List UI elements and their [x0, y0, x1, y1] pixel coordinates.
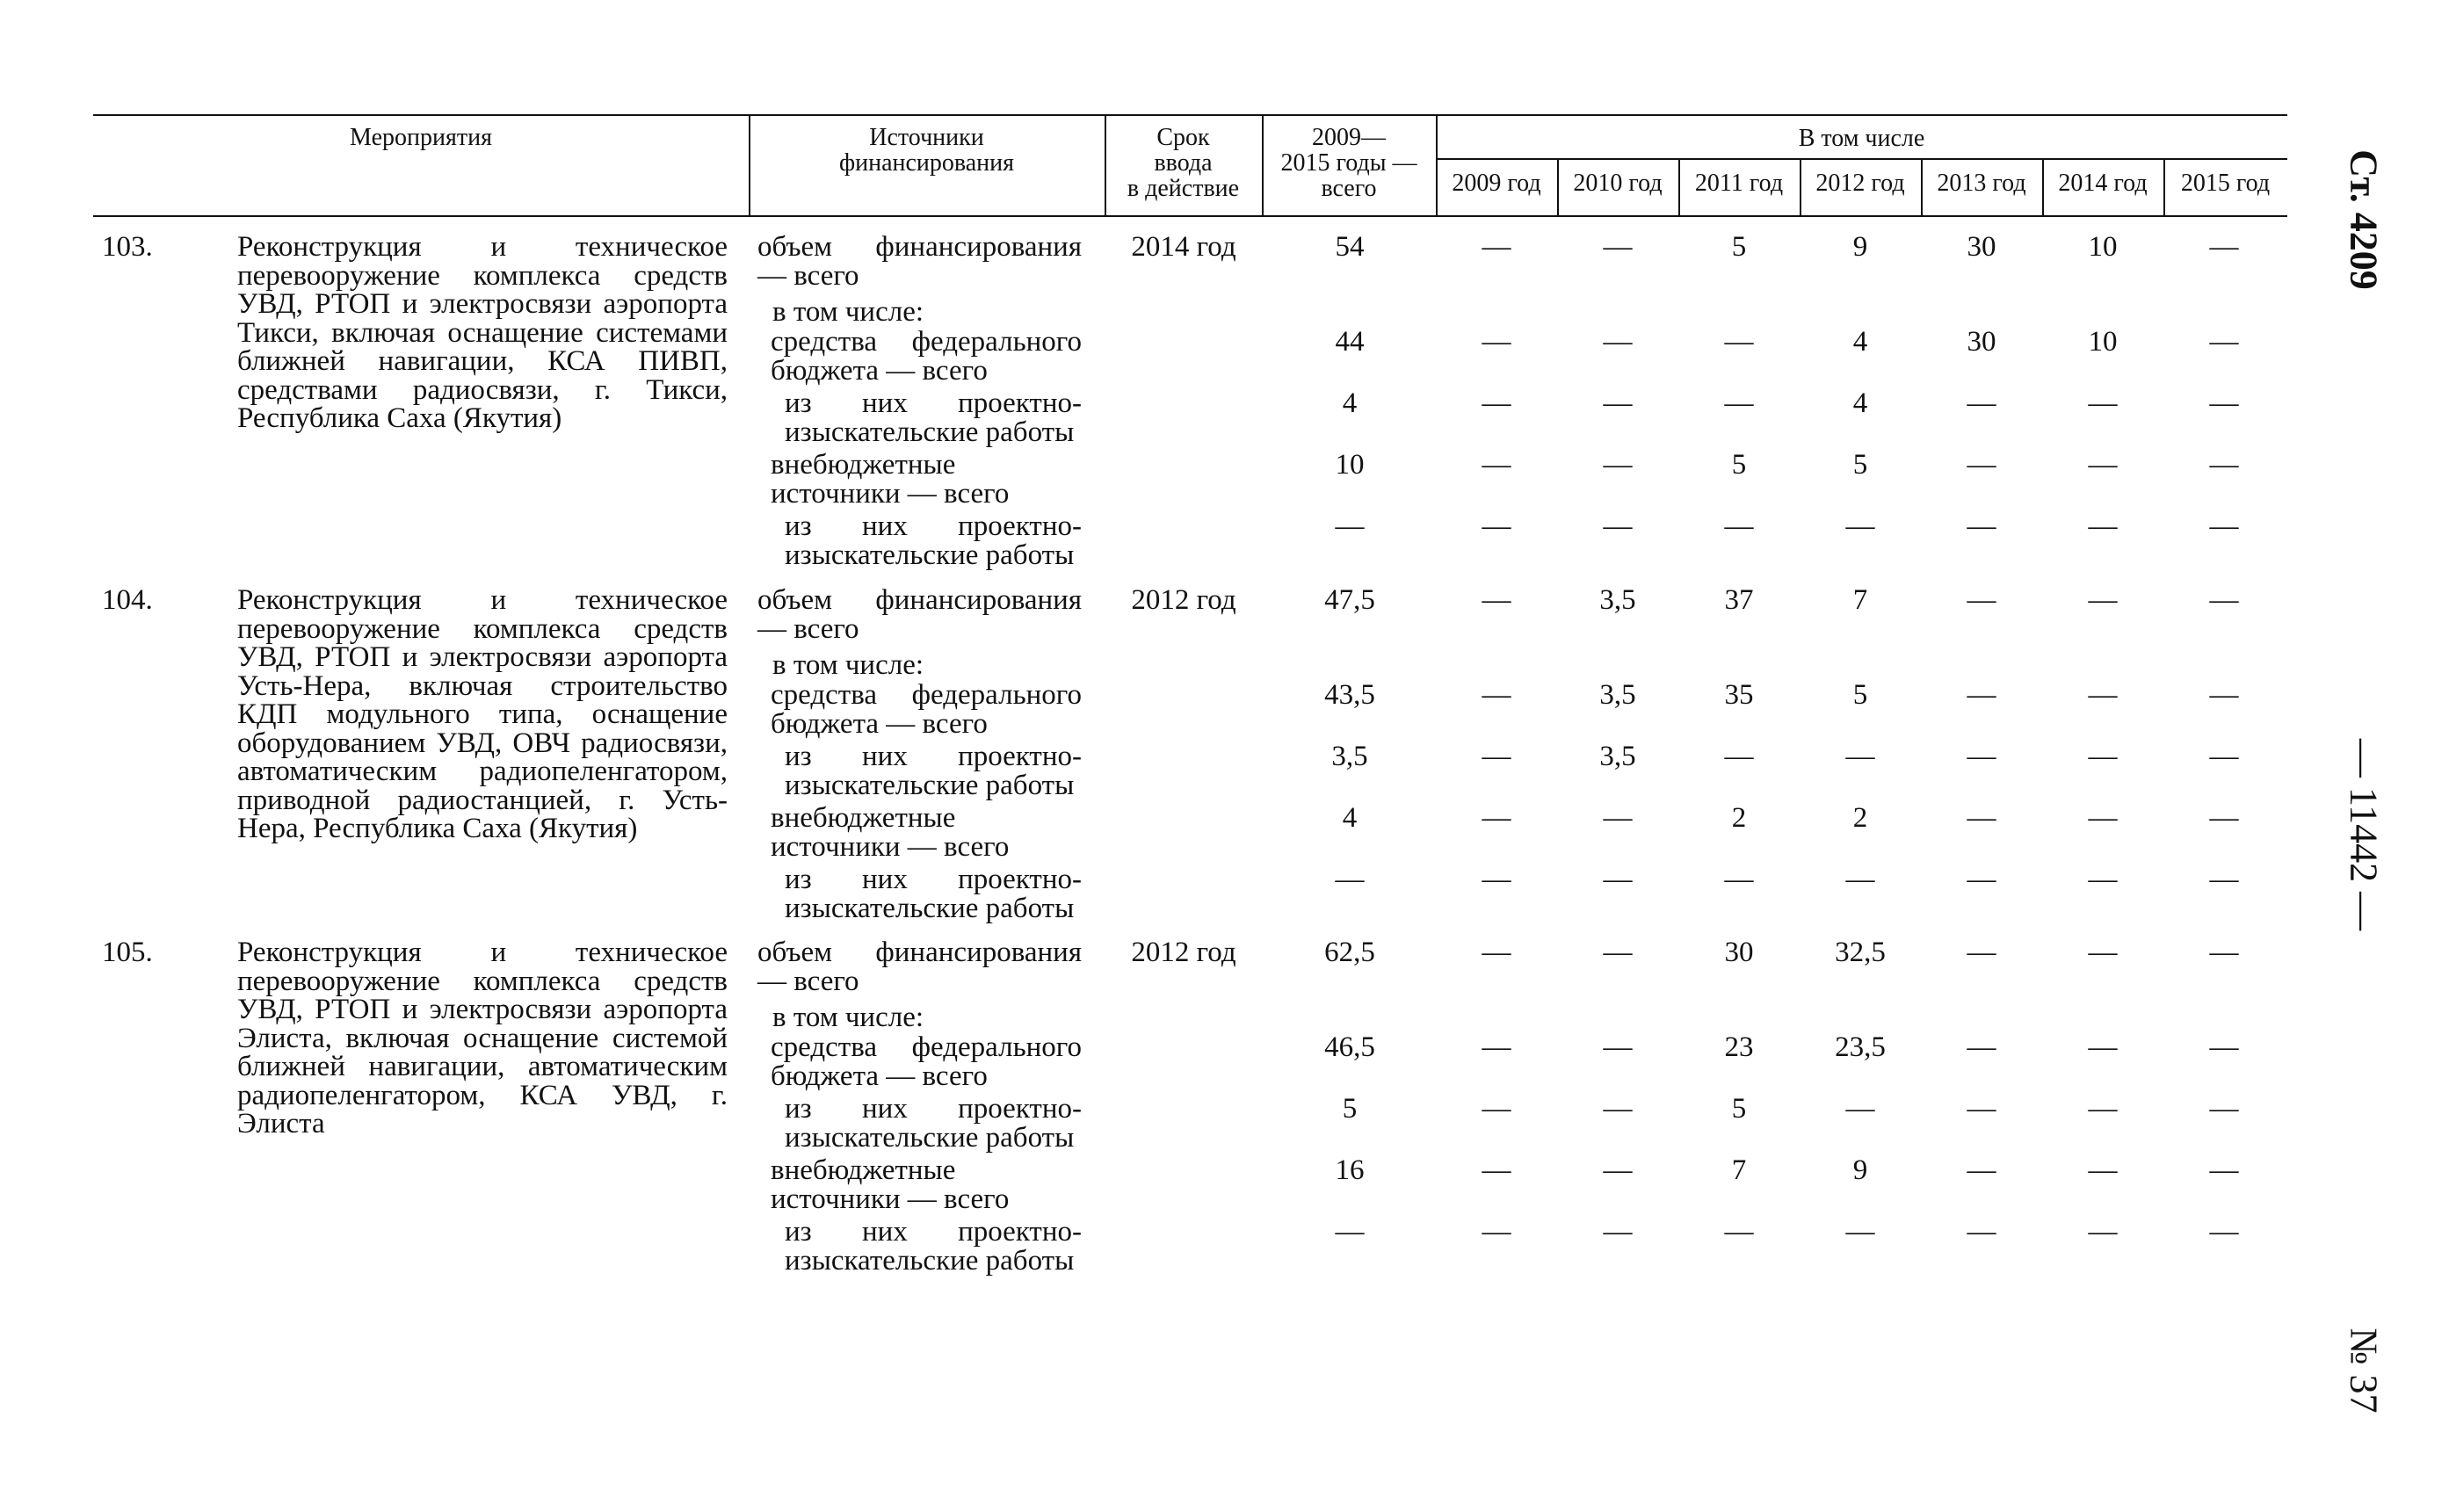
year-value: — [2088, 679, 2118, 711]
year-value: — [2209, 1154, 2239, 1186]
year-value: — [1967, 1031, 1996, 1063]
year-value: — [1482, 937, 1511, 968]
year-value: — [1482, 802, 1511, 834]
year-value: — [1603, 864, 1633, 895]
total-value: 43,5 [1324, 679, 1375, 711]
table-top-rule [93, 114, 2287, 116]
header-year: 2014 год [2058, 170, 2148, 197]
commission-term: 2012 год [1131, 584, 1236, 616]
header-total-line: всего [1321, 175, 1377, 202]
total-value: 16 [1335, 1154, 1365, 1186]
activity-description: Реконструкция и техническое перевооружение комплекса средств УВД, РТОП и электросвязи аэропорта Усть-Нера, включая строительство КДП модульного типа, оснащение оборудованием УВД, ОВЧ радиосвязи, автоматическим радиопеленгатором, приводной радиостанцией, г. Усть-Нера, Республика Саха (Якутия) [237, 584, 728, 844]
year-value: — [1482, 1154, 1511, 1186]
activity-description: Реконструкция и техническое перевооружение комплекса средств УВД, РТОП и электросвязи аэропорта Тикси, включая оснащение системами ближней навигации, КСА ПИВП, средствами радиосвязи, г. Тикси, Республика Саха (Якутия) [237, 231, 728, 434]
year-value: — [1724, 1216, 1754, 1248]
year-value: 23 [1724, 1031, 1754, 1063]
header-activities: Мероприятия [350, 124, 492, 151]
year-value: — [1724, 864, 1754, 895]
header-year: 2015 год [2180, 170, 2271, 197]
year-value: — [1845, 1216, 1875, 1248]
page-reference [2307, 105, 2421, 334]
funding-source: из них проектно-изыскательские работы [785, 741, 1082, 801]
funding-source: из них проектно-изыскательские работы [785, 1093, 1082, 1154]
year-value: — [2088, 584, 2118, 616]
year-value: 4 [1852, 387, 1868, 419]
year-value: — [1967, 510, 1996, 542]
year-value: 9 [1852, 1154, 1868, 1186]
year-value: — [1482, 1216, 1511, 1248]
year-value: 4 [1852, 326, 1868, 358]
funding-source: из них проектно-изыскательские работы [785, 387, 1082, 448]
header-term-line: Срок [1156, 124, 1210, 151]
year-value: — [1482, 864, 1511, 895]
year-value: — [1603, 937, 1633, 968]
year-value: — [1967, 679, 1996, 711]
year-value: — [2209, 449, 2239, 481]
funding-source: из них проектно-изыскательские работы [785, 1216, 1082, 1277]
year-value: — [1482, 741, 1511, 772]
year-value: — [1967, 449, 1996, 481]
row-number: 104. [102, 584, 153, 616]
total-value: — [1335, 510, 1365, 542]
year-value: — [1482, 1093, 1511, 1125]
row-number: 105. [102, 937, 153, 968]
funding-source: средства федерального бюджета — всего [771, 1031, 1082, 1092]
year-value: — [2209, 1093, 2239, 1125]
total-value: 62,5 [1324, 937, 1375, 968]
year-value: — [2088, 1154, 2118, 1186]
total-value: 47,5 [1324, 584, 1375, 616]
funding-source: объем финансирования — всего [757, 584, 1082, 645]
year-value: — [1482, 449, 1511, 481]
year-value: — [2209, 231, 2239, 263]
funding-source: из них проектно-изыскательские работы [785, 864, 1082, 924]
total-value: 4 [1342, 387, 1358, 419]
year-value: — [2088, 387, 2118, 419]
commission-term: 2014 год [1131, 231, 1236, 263]
year-value: — [1724, 741, 1754, 772]
year-value: — [1603, 326, 1633, 358]
header-total [1262, 125, 1436, 201]
including-label: в том числе: [772, 1002, 924, 1033]
funding-source: объем финансирования — всего [757, 231, 1082, 292]
total-value: 46,5 [1324, 1031, 1375, 1063]
years-subheader-rule [1436, 158, 2287, 160]
total-value: 4 [1342, 802, 1358, 834]
header-sources-line: Источники [869, 124, 984, 151]
header-term-line: в действие [1127, 175, 1240, 202]
year-value: 3,5 [1599, 741, 1636, 772]
year-value: — [1482, 1031, 1511, 1063]
funding-source: внебюджетные источники — всего [771, 1154, 1010, 1215]
header-bottom-rule [93, 215, 2287, 217]
header-year: 2012 год [1815, 170, 1905, 197]
year-value: 30 [1724, 937, 1754, 968]
year-value: 2 [1852, 802, 1868, 834]
year-value: — [2088, 864, 2118, 895]
including-label: в том числе: [772, 296, 924, 328]
year-value: — [2088, 741, 2118, 772]
year-value: 30 [1967, 231, 1996, 263]
year-value: — [1603, 1216, 1633, 1248]
year-value: — [1603, 449, 1633, 481]
year-value: — [1845, 1093, 1875, 1125]
year-value: — [1967, 1216, 1996, 1248]
year-value: 30 [1967, 326, 1996, 358]
year-value: 3,5 [1599, 584, 1636, 616]
header-sources [749, 125, 1105, 176]
year-value: — [1603, 231, 1633, 263]
year-value: 3,5 [1599, 679, 1636, 711]
issue-number-text: № 37 [2342, 1328, 2386, 1414]
header-term-line: ввода [1154, 149, 1213, 177]
header-year: 2011 год [1694, 170, 1784, 197]
year-value: — [1845, 510, 1875, 542]
year-value: — [2088, 802, 2118, 834]
year-value: — [2209, 326, 2239, 358]
header-total-line: 2009— [1312, 124, 1386, 151]
year-value: — [2209, 1216, 2239, 1248]
document-number-text: — 11442 — [2342, 738, 2386, 931]
year-value: — [2209, 387, 2239, 419]
total-value: 54 [1335, 231, 1365, 263]
year-value: — [2209, 1031, 2239, 1063]
year-value: — [2088, 510, 2118, 542]
year-value: — [1967, 864, 1996, 895]
year-value: 23,5 [1835, 1031, 1886, 1063]
funding-source: средства федерального бюджета — всего [771, 326, 1082, 387]
year-value: — [2088, 449, 2118, 481]
year-value: — [2088, 937, 2118, 968]
issue-number [2307, 1256, 2421, 1485]
year-value: — [1724, 510, 1754, 542]
year-value: — [1845, 864, 1875, 895]
year-value: — [1603, 510, 1633, 542]
year-value: — [1482, 679, 1511, 711]
funding-source: из них проектно-изыскательские работы [785, 510, 1082, 571]
header-sources-line: финансирования [838, 149, 1015, 177]
header-year: 2009 год [1452, 170, 1541, 197]
year-value: — [1724, 326, 1754, 358]
year-value: — [1482, 584, 1511, 616]
commission-term: 2012 год [1131, 937, 1236, 968]
header-including: В том числе [1798, 125, 1925, 152]
header-total-line: 2015 годы — [1280, 149, 1417, 177]
year-value: — [1603, 802, 1633, 834]
year-value: — [1603, 1093, 1633, 1125]
header-year: 2013 год [1937, 170, 2026, 197]
year-value: — [2088, 1216, 2118, 1248]
year-value: 7 [1731, 1154, 1747, 1186]
year-value: 9 [1852, 231, 1868, 263]
year-value: — [1724, 387, 1754, 419]
year-value: — [1967, 937, 1996, 968]
year-value: 5 [1852, 449, 1868, 481]
year-value: — [2209, 584, 2239, 616]
year-value: — [1603, 387, 1633, 419]
year-value: — [2209, 510, 2239, 542]
year-value: — [1967, 1154, 1996, 1186]
funding-source: внебюджетные источники — всего [771, 449, 1010, 510]
year-value: 5 [1731, 1093, 1747, 1125]
header-term [1105, 125, 1262, 201]
including-label: в том числе: [772, 649, 924, 681]
year-value: 5 [1852, 679, 1868, 711]
year-value: — [1482, 231, 1511, 263]
total-value: 3,5 [1331, 741, 1368, 772]
year-value: — [1967, 1093, 1996, 1125]
year-value: 5 [1731, 449, 1747, 481]
year-value: 5 [1731, 231, 1747, 263]
total-value: 44 [1335, 326, 1365, 358]
total-value: 10 [1335, 449, 1365, 481]
year-value: — [1967, 802, 1996, 834]
year-value: — [2209, 741, 2239, 772]
total-value: 5 [1342, 1093, 1358, 1125]
year-value: — [1967, 741, 1996, 772]
year-value: — [2088, 1093, 2118, 1125]
year-value: — [1603, 1031, 1633, 1063]
activity-description: Реконструкция и техническое перевооружение комплекса средств УВД, РТОП и электросвязи аэропорта Элиста, включая оснащение системой ближней навигации, автоматическим радиопеленгатором, КСА УВД, г. Элиста [237, 937, 728, 1139]
year-value: — [1603, 1154, 1633, 1186]
year-value: — [1845, 741, 1875, 772]
year-value: — [2209, 802, 2239, 834]
row-number: 103. [102, 231, 153, 263]
year-value: — [2088, 1031, 2118, 1063]
funding-source: объем финансирования — всего [757, 937, 1082, 997]
year-value: 10 [2088, 231, 2118, 263]
year-value: 32,5 [1835, 937, 1886, 968]
year-value: — [2209, 679, 2239, 711]
header-year: 2010 год [1573, 170, 1663, 197]
year-value: — [1967, 584, 1996, 616]
year-value: 10 [2088, 326, 2118, 358]
year-value: 2 [1731, 802, 1747, 834]
year-value: — [2209, 937, 2239, 968]
year-value: — [1967, 387, 1996, 419]
year-value: 35 [1724, 679, 1754, 711]
year-value: 37 [1724, 584, 1754, 616]
year-value: — [1482, 387, 1511, 419]
year-value: — [2209, 864, 2239, 895]
document-number [2307, 720, 2421, 949]
funding-source: внебюджетные источники — всего [771, 802, 1010, 863]
year-value: — [1482, 510, 1511, 542]
year-value: 7 [1852, 584, 1868, 616]
page-reference-text: Ст. 4209 [2342, 149, 2386, 290]
year-value: — [1482, 326, 1511, 358]
total-value: — [1335, 864, 1365, 895]
total-value: — [1335, 1216, 1365, 1248]
funding-source: средства федерального бюджета — всего [771, 679, 1082, 740]
